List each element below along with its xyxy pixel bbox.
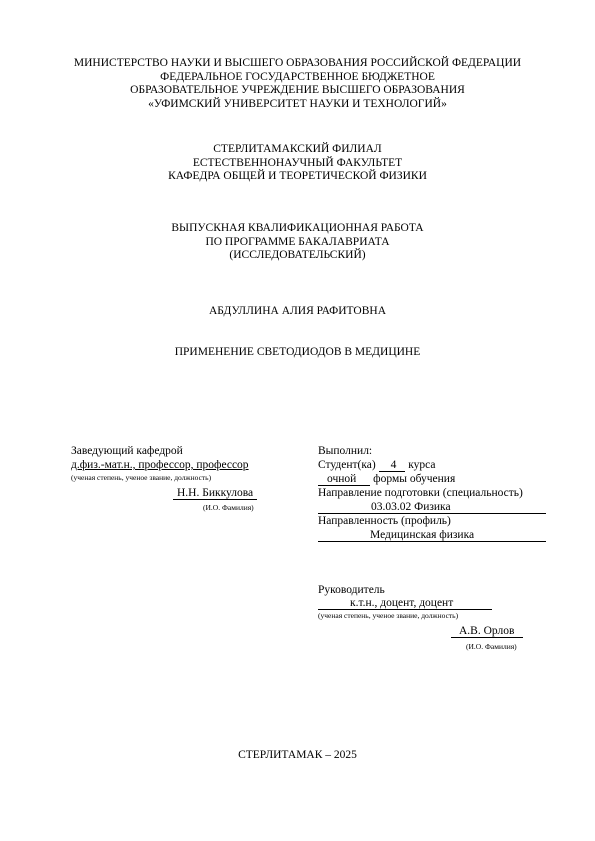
work-type-line: ВЫПУСКНАЯ КВАЛИФИКАЦИОННАЯ РАБОТА [171,222,424,234]
head-of-dept-degree-caption: (ученая степень, ученое звание, должность) [71,473,212,482]
study-form: очной [318,473,370,486]
header-line: ФЕДЕРАЛЬНОЕ ГОСУДАРСТВЕННОЕ БЮДЖЕТНОЕ [160,70,435,83]
profile-label: Направленность (профиль) [318,515,451,527]
supervisor-name-line [451,624,523,638]
course-number: 4 [379,459,406,472]
author-name: АБДУЛЛИНА АЛИЯ РАФИТОВНА [209,305,386,317]
supervisor-name-caption: (И.О. Фамилия) [466,642,517,651]
header-line: «УФИМСКИЙ УНИВЕРСИТЕТ НАУКИ И ТЕХНОЛОГИЙ» [148,97,447,110]
profile-line [318,528,546,542]
supervisor-label: Руководитель [318,584,385,596]
direction-value: 03.03.02 Физика [318,501,546,514]
head-of-dept-name-caption: (И.О. Фамилия) [203,503,254,512]
head-of-dept-name: Н.Н. Биккулова [173,487,257,500]
header-line: ОБРАЗОВАТЕЛЬНОЕ УЧРЕЖДЕНИЕ ВЫСШЕГО ОБРАЗОВАНИЯ [130,84,465,97]
direction-line [318,500,546,514]
work-type-line: (ИССЛЕДОВАТЕЛЬСКИЙ) [229,249,366,262]
ministry-header [0,57,595,111]
head-of-dept-name-line [173,486,257,500]
supervisor-degree: к.т.н., доцент, доцент [318,597,492,610]
head-of-dept-degree: д.физ.-мат.н., профессор, профессор [71,459,249,471]
direction-label: Направление подготовки (специальность) [318,487,523,499]
student-form-line [318,472,455,486]
form-suffix: формы обучения [373,473,456,485]
branch-line: ЕСТЕСТВЕННОНАУЧНЫЙ ФАКУЛЬТЕТ [192,156,403,169]
header-line: МИНИСТЕРСТВО НАУКИ И ВЫСШЕГО ОБРАЗОВАНИЯ РОССИЙСКОЙ ФЕДЕРАЦИИ [73,57,522,69]
supervisor-degree-line [318,596,492,610]
supervisor-degree-caption: (ученая степень, ученое звание, должность) [318,611,459,620]
work-type-line: ПО ПРОГРАММЕ БАКАЛАВРИАТА [205,235,390,248]
course-prefix: Студент(ка) [318,459,376,471]
supervisor-name: А.В. Орлов [451,625,523,638]
work-type [0,222,595,263]
head-of-dept-label: Заведующий кафедрой [71,445,183,457]
course-suffix: курса [408,459,436,471]
student-label: Выполнил: [318,445,373,457]
branch-header [0,143,595,184]
branch-line: КАФЕДРА ОБЩЕЙ И ТЕОРЕТИЧЕСКОЙ ФИЗИКИ [168,170,427,183]
profile-value: Медицинская физика [318,529,546,542]
thesis-title: ПРИМЕНЕНИЕ СВЕТОДИОДОВ В МЕДИЦИНЕ [174,346,421,358]
student-course-line [318,458,436,472]
branch-line: СТЕРЛИТАМАКСКИЙ ФИЛИАЛ [213,143,382,155]
city-year: СТЕРЛИТАМАК – 2025 [238,749,357,761]
